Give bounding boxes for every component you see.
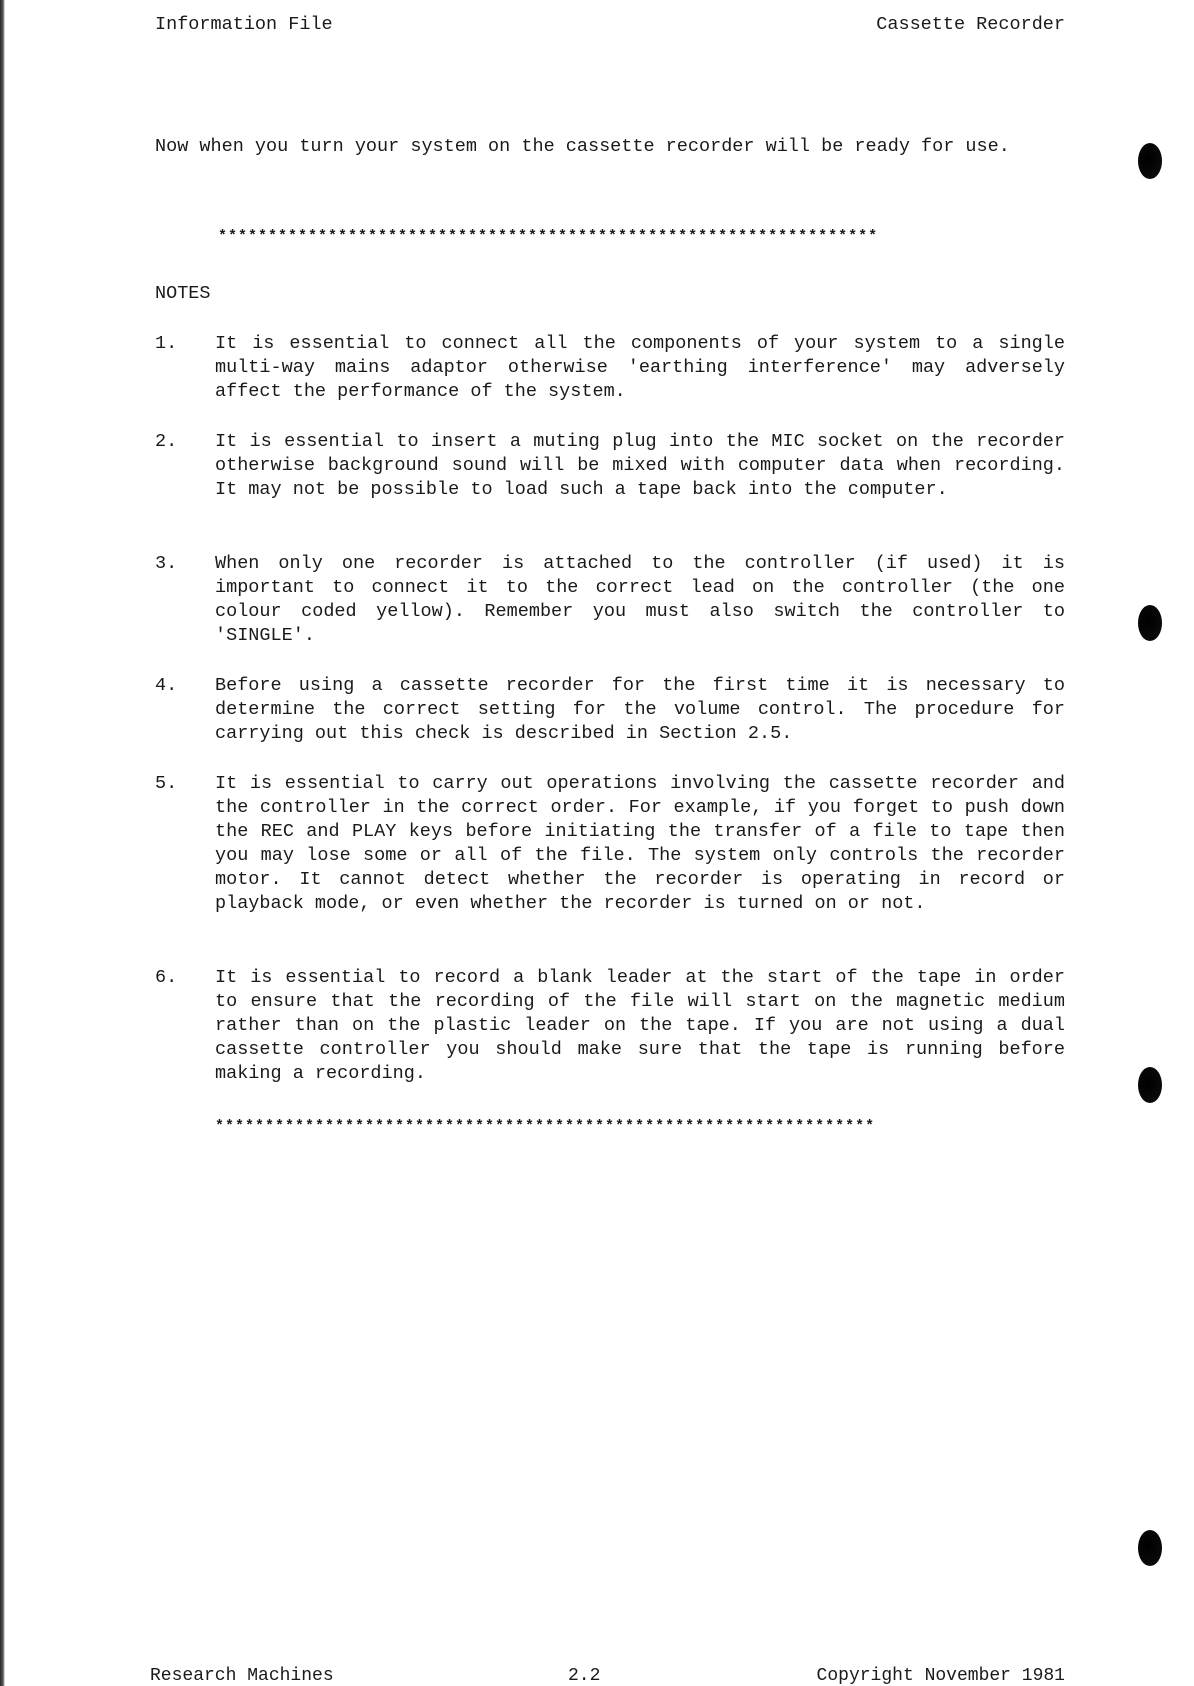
page-header bbox=[155, 12, 1065, 38]
punch-hole-2 bbox=[1138, 605, 1162, 641]
header-right: Cassette Recorder bbox=[876, 14, 1065, 35]
separator-top-text: ****************************************************************** bbox=[218, 228, 879, 245]
separator-top bbox=[0, 228, 1194, 248]
note-text: It is essential to connect all the components of your system to a single multi-way mains adaptor otherwise 'earthing interference' may adversely affect the performance of the system. bbox=[215, 333, 1065, 402]
page-footer bbox=[150, 1666, 1065, 1686]
note-text: It is essential to record a blank leader at the start of the tape in order to ensure that the recording of the file will start on the magnetic medium rather than on the plastic leader on the tape. If you are not using a dual cassette controller you should make sure that the tape is running before making a recording. bbox=[215, 967, 1065, 1084]
note-number: 2. bbox=[155, 431, 178, 452]
punch-hole-1 bbox=[1138, 143, 1162, 179]
separator-bottom bbox=[0, 1118, 1194, 1138]
page-number: 2.2 bbox=[568, 1666, 601, 1686]
header-left: Information File bbox=[155, 14, 333, 35]
footer-left: Research Machines bbox=[150, 1666, 334, 1686]
intro-paragraph: Now when you turn your system on the cassette recorder will be ready for use. bbox=[155, 136, 1010, 157]
notes-heading: NOTES bbox=[155, 283, 211, 304]
note-text: It is essential to carry out operations involving the cassette recorder and the controller in the correct order. For example, if you forget to push down the REC and PLAY keys before initiating the transfer of a file to tape then you may lose some or all of the file. The system only controls the recorder motor. It cannot detect whether the recorder is operating in record or playback mode, or even whether the recorder is turned on or not. bbox=[215, 773, 1065, 914]
note-text: It is essential to insert a muting plug into the MIC socket on the recorder otherwise background sound will be mixed with computer data when recording. It may not be possible to load such a tape back into the computer. bbox=[215, 431, 1065, 500]
note-number: 5. bbox=[155, 773, 178, 794]
footer-right: Copyright November 1981 bbox=[816, 1666, 1065, 1686]
punch-hole-3 bbox=[1138, 1067, 1162, 1103]
note-number: 6. bbox=[155, 967, 178, 988]
note-number: 3. bbox=[155, 553, 178, 574]
separator-bottom-text: ****************************************************************** bbox=[215, 1118, 876, 1135]
note-number: 1. bbox=[155, 333, 178, 354]
note-text: When only one recorder is attached to the controller (if used) it is important to connect it to the correct lead on the controller (the one colour coded yellow). Remember you must also switch the controller to 'SINGLE'. bbox=[215, 553, 1065, 646]
note-text: Before using a cassette recorder for the first time it is necessary to determine the correct setting for the volume control. The procedure for carrying out this check is described in Section 2.5. bbox=[215, 675, 1065, 744]
note-number: 4. bbox=[155, 675, 178, 696]
page-edge bbox=[0, 0, 5, 1686]
punch-hole-4 bbox=[1138, 1530, 1162, 1566]
